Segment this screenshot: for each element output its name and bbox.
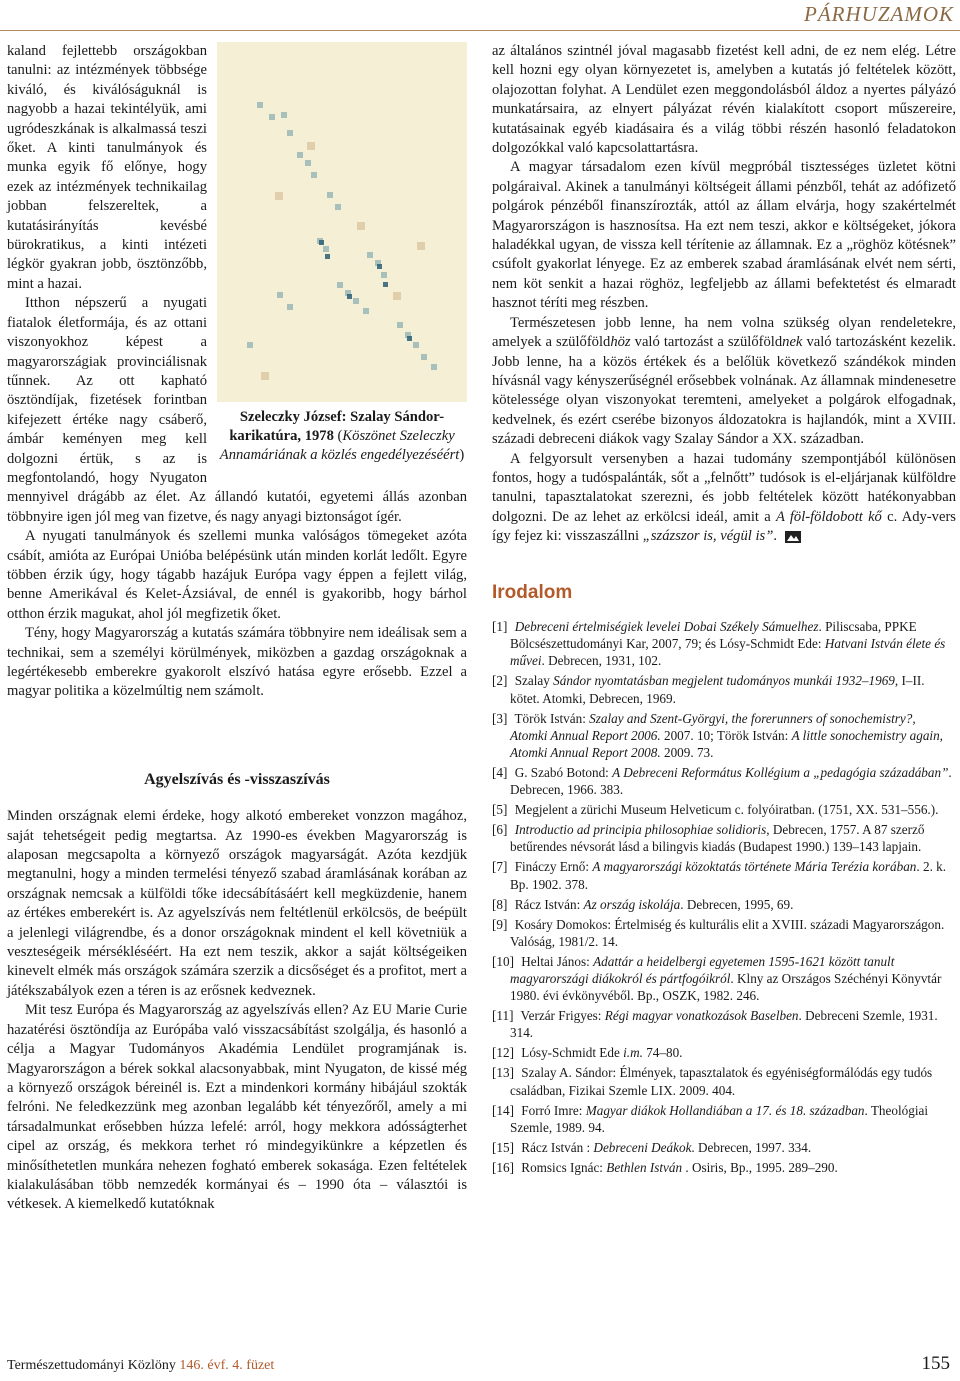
reference-item: [6] Introductio ad principia philosophiae solidioris, Debrecen, 1757. A 87 szerző betűrendes névsorát lásd a bilingvis kiadás (Budapest 1990.) 139–143 lapjain.	[492, 822, 925, 855]
reference-item: [11] Verzár Frigyes: Régi magyar vonatkozások Baselben. Debreceni Szemle, 1931. 314.	[492, 1008, 938, 1041]
caricature-drawing	[217, 42, 467, 402]
paragraph: az általános szintnél jóval magasabb fizetést kell adni, de ez nem elég. Létre kell hozni egy olyan környezetet is, amelyben a kutatás jó feltételek között, olajozottan folyhat. A Lendület ezen meggondolásból áldoz a nyertes pályázó munkatársaira, az elnyert pályázat révén kialakított csoport műszereire, kutatásainak egyéb kiadásaira és a világ többi részén hasonló feladatokon dolgozókkal való kapcsolattartásra.	[492, 43, 956, 157]
section-title: PÁRHUZAMOK	[804, 2, 954, 26]
caption-paren-open: (	[333, 428, 343, 444]
reference-item: [13] Szalay A. Sándor: Élmények, tapasztalatok és egyéniségformálódás egy tudós családban, Fizikai Szemle LIX. 2009. 404.	[492, 1065, 933, 1098]
references-heading: Irodalom	[492, 581, 573, 603]
caricature-image	[217, 42, 467, 402]
reference-item: [3] Török István: Szalay and Szent-Györgyi, the forerunners of sonochemistry?, Atomki Annual Report 2006. 2007. 10; Török István: A little sonochemistry again, Atomki Annual Report 2008. 2009. 73.	[492, 710, 943, 760]
figure-caricature	[217, 42, 467, 482]
reference-item: [15] Rácz István : Debreceni Deákok. Debrecen, 1997. 334.	[492, 1139, 812, 1155]
caption-paren-close: )	[459, 447, 465, 463]
section-subheading: Agyelszívás és -visszaszívás	[144, 770, 330, 788]
running-header	[0, 0, 960, 31]
reference-list	[492, 618, 956, 1176]
paragraph: A nyugati tanulmányok és szellemi munka valóságos tömegeket azóta csábít, amióta az Európai Unióba belépésünk után minden korlát ledőlt. Egyre többen érzik úgy, hogy tágabb hazájuk Európa vagy éppen a fejlett világ, benne Amerikával és Kelet-Ázsiával, de ennél is gyakoribb, hogy bárhol otthon érzik magukat, ahol jól megfizetik őket.	[7, 528, 467, 622]
footer-journal	[7, 1358, 274, 1374]
paragraph: Mit tesz Európa és Magyarország az agyelszívás ellen? Az EU Marie Curie hazatérési ösztöndíja az Európába való visszacsábítást szolgálja, és hasonló a célja a Magyar Tudományos Akadémia Lendület programjának is. Magyarországon a bérek sokkal alacsonyabbak, mint Nyugaton, de kissé még a környező országok béreinél is. Ezt a mindenkori kormány hibájául szokták felróni. Ne feledkezzünk meg azonban legalább két tényezőről, amely a mi társadalmunkat erősebben húzza lefelé: arról, hogy mekkora adósságterhet cipel az ország, és mekkora terhet ró mindegyikünkre a képzetlen és minősíthetetlen munkára nehezen fogható emberek sokasága. Ezen feltételek kialakulásában több nemzedék kormányai és – 1990 óta – választói is vétkesek. A kiemelkedő kutatóknak	[7, 1002, 467, 1213]
reference-item: [10] Heltai János: Adattár a heidelbergi egyetemen 1595-1621 között tanult magyarországi diákokról és pártfogóikról. Klny az Országos Széchényi Könyvtár 1980. évi évkönyvéből. Bp., OSZK, 1982. 246.	[492, 953, 942, 1004]
reference-item: [12] Lósy-Schmidt Ede i.m. 74–80.	[492, 1045, 683, 1061]
caption-credit: Köszönet Szeleczky Annamáriának a közlés engedélyezéséért	[219, 428, 460, 463]
paragraph: Tény, hogy Magyarország a kutatás számára többnyire nem ideálisak sem a technikai, sem a személyi körülmények, miközben a gazdag országoknak a legértékesebb emberekre gyakorolt elszívó hatása egyre erősebb. Ezzel a magyar politika a közelmúltig nem számolt.	[7, 625, 467, 700]
reference-item: [2] Szalay Sándor nyomtatásban megjelent tudományos munkái 1932–1969, I–II. kötet. Atomki, Debrecen, 1969.	[492, 673, 925, 706]
journal-name: Természettudományi Közlöny	[7, 1358, 180, 1373]
paragraph: Itthon népszerű a nyugati fiatalok életformája, és az ottani viszonyokhoz képest a magyarországiak provinciálisnak tűnnek. Az ott kapható ösztöndíjak, fizetések forintban kifejezett értéke nagy csáberő, ámbár keményen meg kell dolgozni értük, s az is megfontolandó, hogy Nyugaton mennyivel drágább az élet. Az állandó kutatói, egyetemi állás azonban többnyire igen jól meg van fizetve, és nagy anyagi biztonságot ígér.	[7, 295, 467, 525]
reference-item: [14] Forró Imre: Magyar diákok Hollandiában a 17. és 18. században. Theológiai Szemle, 1989. 94.	[492, 1102, 928, 1135]
caption-title: Szeleczky József: Szalay Sándor-karikatúra, 1978	[229, 409, 445, 444]
paragraph: Természetesen jobb lenne, ha nem volna szükség olyan rendeletekre, amelyek a szülőföldhöz való tartozást a szülőföldnek való tartozásként kezelik. Jobb lenne, ha a közös értékek és a belőlük következő szándékok minden hívásnál vagy kényszerűségnél erősebbek volnának. Az államnak mindenesetre kötelessége olyan viszonyokat teremteni, amelyeket a polgárok elfogadnak, kedvelnek, és ezért cserébe bizonyos áldozatokra is hajlandók, mint a XVIII. századi debreceni diákok vagy Szalay Sándor a XX. században.	[492, 314, 956, 448]
reference-item: [1] Debreceni értelmiségiek levelei Dobai Székely Sámuelhez. Piliscsaba, PPKE Bölcsészettudományi Kar, 2007, 79; és Lósy-Schmidt Ede: Hatvani István élete és művei. Debrecen, 1931, 102.	[492, 618, 946, 669]
left-column	[7, 42, 467, 1215]
reference-item: [7] Fináczy Ernő: A magyarországi közoktatás története Mária Terézia korában. 2. k. Bp. 1902. 378.	[492, 859, 947, 892]
page-number: 155	[921, 1353, 950, 1374]
figure-caption	[217, 408, 467, 465]
end-of-article-icon	[785, 531, 801, 543]
reference-item: [16] Romsics Ignác: Bethlen István . Osiris, Bp., 1995. 289–290.	[492, 1159, 838, 1175]
paragraph: kaland fejlettebb országokban tanulni: az intézmények többsége kiváló, és kiválóságuknál is nagyobb a hazai tekintélyük, ami ugródeszkának is alkalmassá teszi őket. A kinti tanulmányok és munka egyik fő előnye, hogy ezek az intézmények technikailag jobban felszereltek, a kutatásirányítás kevésbé bürokratikus, a kinti intézeti légkör gyakran jobb, ösztönzőbb, mint a hazai.	[7, 43, 207, 292]
reference-item: [9] Kosáry Domokos: Értelmiség és kulturális elit a XVIII. századi Magyarországon. Valóság, 1981/2. 14.	[492, 916, 945, 949]
reference-item: [5] Megjelent a zürichi Museum Helveticum c. folyóiratban. (1751, XX. 531–556.).	[492, 802, 939, 818]
paragraph: Minden országnak elemi érdeke, hogy alkotó embereket vonzzon magához, saját tehetségeit pedig megtartsa. Az 1990-es években Magyarország is alaposan megcsapolta a környező országok magyarságát. Azóta kezdjük megtanulni, hogy a minden termelési tényező szabad áramlásának korában az országnak nemcsak a külföldi tőke idecsábításáért kell megküzdenie, hanem az értékes emberekért is. Az agyelszívás nem feltétlenül erkölcsös, de beépült a jelenlegi világrendbe, és a donor országoknak mindent el kell követniük a veszteségeik mérsékléséért. Ha ezt nem teszik, akkor a saját költségeiken kinevelt elmék más országok számára szerzik a dicsőséget és a profitot, mert a játékszabályok ezen a téren is az erősnek kedveznek.	[7, 808, 467, 999]
reference-item: [4] G. Szabó Botond: A Debreceni Református Kollégium a „pedagógia századában”. Debrecen, 1966. 383.	[492, 764, 952, 798]
right-column	[492, 42, 956, 1179]
journal-issue: 146. évf. 4. füzet	[179, 1358, 275, 1373]
reference-item: [8] Rácz István: Az ország iskolája. Debrecen, 1995, 69.	[492, 896, 794, 912]
paragraph: A magyar társadalom ezen kívül megpróbál tisztességes üzletet kötni polgáraival. Akinek a tanulmányi költségeit állami pénzből, tehát az adófizető polgárok pénzéből finanszírozták, attól az állam elvárja, hogy szakértelmét Magyarországon is hasznosítsa. Ha ezt nem teszi, akkor e költségeket, jókora haladékkal ugyan, de vissza kell térítenie az államnak. Ez a „röghöz kötésnek” csúfolt gyakorlat lényege. Ez az emberek szabad áramlásának elvét nem sérti, nem köt senkit a hazai röghöz, legfeljebb az állami befektetést és elmaradt hasznot téríti meg részben.	[492, 159, 956, 312]
paragraph: A felgyorsult versenyben a hazai tudomány szempontjából különösen fontos, hogy a tudóspalánták, sőt a „felnőtt” tudósok is el-eljárjanak külföldre tanulni, tapasztalatokat szerezni, és jobb feltételek között hatékonyabban dolgozni. De az lehet az erkölcsi ideál, amit a A föl-földobott kő c. Ady-vers így fejez ki: visszaszállni „százszor is, végül is”.	[492, 450, 956, 545]
